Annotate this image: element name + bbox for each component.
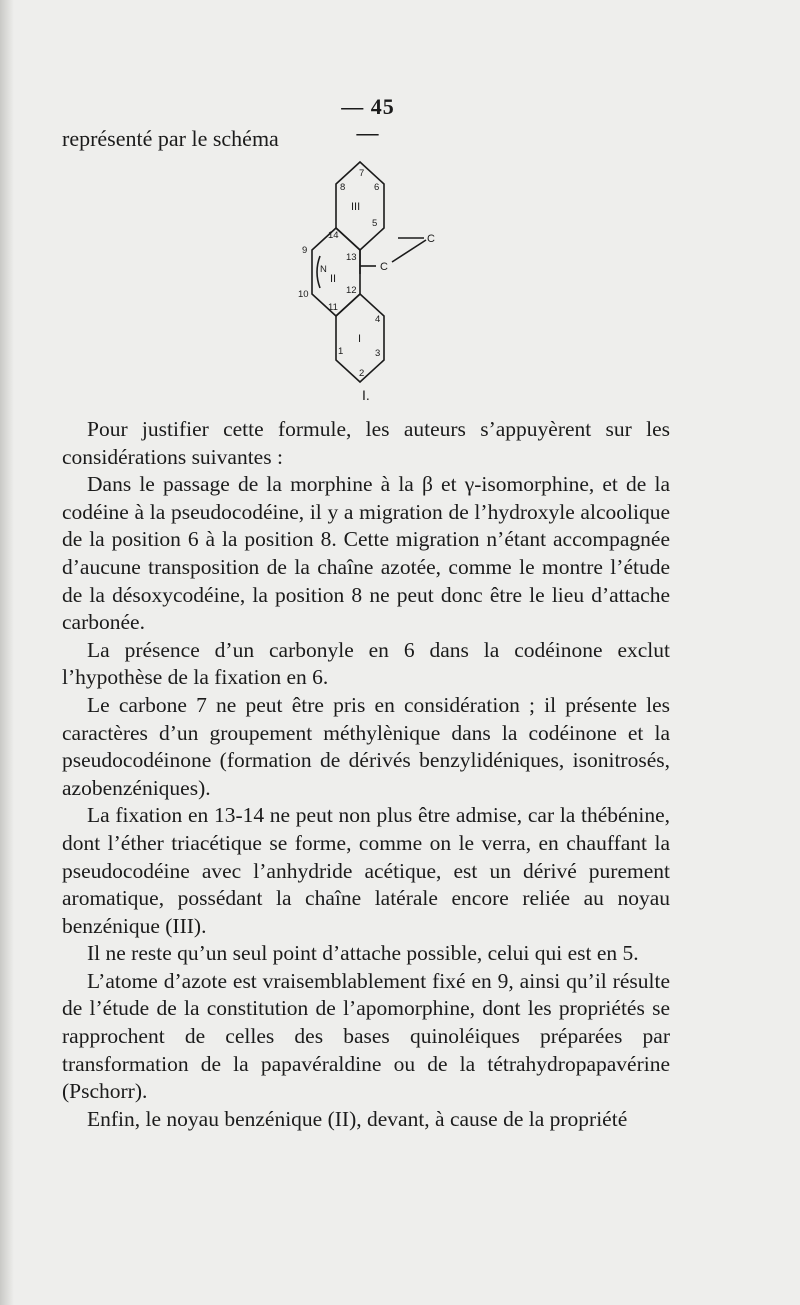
page-number: — 45 — (341, 94, 395, 145)
paragraph: Pour justifier cette formule, les auteurs s’appuyèrent sur les considérations suivantes : (62, 417, 670, 469)
atom-label-4: 4 (375, 314, 381, 325)
atom-label-1: 1 (338, 346, 344, 357)
paragraph: L’atome d’azote est vraisemblablement fixé en 9, ainsi qu’il résulte de l’étude de la constitution de l’apomorphine, dont les propriétés se rapprochent de celles des bases quinoléiques préparées par transformation de la papavéraldine ou de la tétrahydropapavérine (Pschorr). (62, 968, 670, 1104)
atom-label-2: 2 (359, 368, 365, 379)
carbon-upper-label: C (427, 233, 435, 245)
atom-label-5: 5 (372, 218, 378, 229)
atom-label-6: 6 (374, 182, 380, 193)
atom-label-8: 8 (340, 182, 346, 193)
carbon-lower-label: C (380, 261, 388, 273)
paragraph: Le carbone 7 ne peut être pris en considération ; il présente les caractères d’un groupement méthylènique dans la codéinone et la pseudocodéinone (formation de dérivés benzylidéniques, isonitrosés, azobenzéniques). (62, 692, 670, 800)
diagram-caption: I. (362, 387, 370, 403)
paragraph: Enfin, le noyau benzénique (II), devant, à cause de la propriété (87, 1106, 628, 1131)
page-edge-shadow (0, 0, 14, 1305)
intro-line: représenté par le schéma (62, 126, 279, 151)
paragraph: Dans le passage de la morphine à la β et γ-isomorphine, et de la codéine à la pseudocodéine, il y a migration de l’hydroxyle alcoolique de la position 6 à la position 8. Cette migration n’étant accompagnée d’aucune transposition de la chaîne azotée, comme le montre l’étude de la désoxycodéine, la position 8 ne peut donc être le lieu d’attache carbonée. (62, 472, 670, 635)
paragraph: Il ne reste qu’un seul point d’attache possible, celui qui est en 5. (87, 941, 639, 966)
ring-label-iii: III (351, 201, 361, 213)
atom-label-3: 3 (375, 348, 381, 359)
paragraph: La présence d’un carbonyle en 6 dans la codéinone exclut l’hypothèse de la fixation en 6. (62, 637, 670, 690)
atom-label-13: 13 (346, 252, 357, 263)
ring-label-i: I (358, 333, 362, 345)
atom-label-9: 9 (302, 245, 308, 256)
bond-c-c (392, 240, 426, 262)
atom-label-14: 14 (328, 230, 339, 241)
structure-diagram (280, 156, 460, 406)
atom-label-12: 12 (346, 285, 357, 296)
atom-label-n: N (320, 264, 327, 275)
atom-label-7: 7 (359, 168, 365, 179)
atom-label-11: 11 (328, 302, 338, 313)
body-text (62, 416, 670, 1133)
atom-label-10: 10 (298, 289, 309, 300)
paragraph: La fixation en 13-14 ne peut non plus être admise, car la thébénine, dont l’éther triacétique se forme, comme on le verra, en chauffant la pseudocodéine avec l’anhydride acétique, est un dérivé purement aromatique, possédant la chaîne latérale encore reliée au noyau benzénique (III). (62, 803, 670, 938)
ring-label-ii: II (330, 273, 337, 285)
